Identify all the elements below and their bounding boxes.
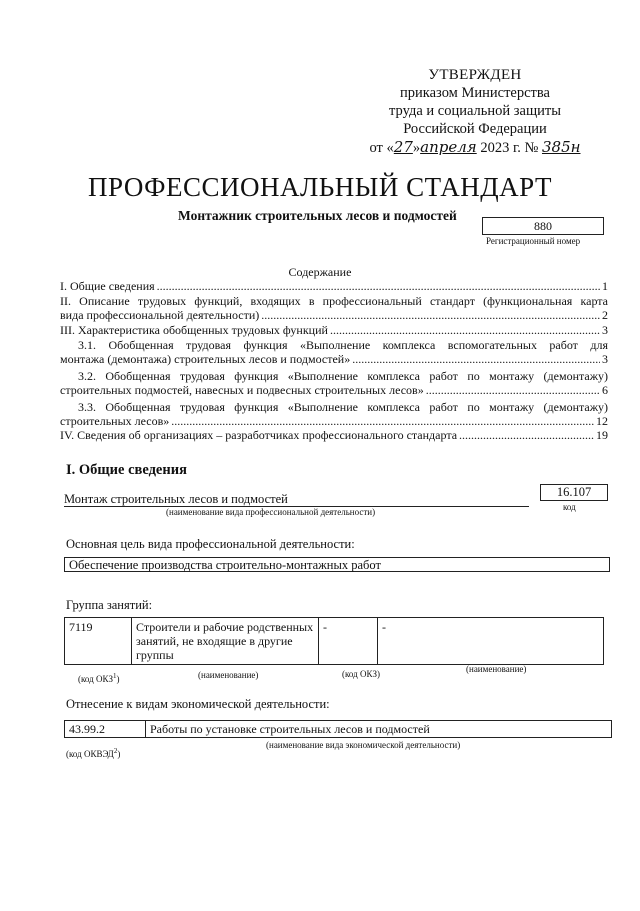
activity-code-box	[540, 484, 608, 501]
code-caption: код	[563, 502, 576, 512]
table-row	[65, 618, 604, 665]
registration-number: 880	[482, 217, 604, 235]
table-row	[65, 721, 612, 738]
page-title: ПРОФЕССИОНАЛЬНЫЙ СТАНДАРТ	[87, 172, 553, 202]
goal-box	[64, 557, 610, 572]
date-month: апреля	[420, 138, 477, 156]
approval-line-2: труда и социальной защиты	[389, 103, 561, 119]
date-day: 27	[393, 138, 413, 156]
toc-item-4[interactable]	[60, 428, 608, 442]
toc-item-3-2[interactable]	[78, 369, 608, 383]
toc-item-3-1-cont[interactable]	[60, 352, 608, 366]
toc-item-3[interactable]	[60, 323, 608, 337]
approval-block	[360, 66, 590, 157]
okz-name-1: Строители и рабочие родственных занятий, не входящие в другие группы	[132, 618, 319, 665]
okved-name: Работы по установке строительных лесов и подмостей	[146, 721, 612, 738]
okz-code-1: 7119	[65, 618, 132, 665]
toc-item-text: строительных лесов»	[60, 414, 170, 428]
toc-page-number: 2	[602, 308, 608, 322]
approval-line-1: приказом Министерства	[400, 85, 550, 101]
date-year: 2023 г. №	[480, 140, 539, 156]
okz-caption-2: (код ОКЗ)	[342, 669, 380, 679]
order-number: 385н	[541, 138, 581, 156]
approval-date	[360, 138, 590, 157]
toc-page-number: 19	[596, 428, 608, 442]
okz-caption-1: (код ОКЗ$^1$)	[78, 672, 120, 684]
name-caption-2: (наименование)	[466, 664, 527, 674]
activity-name-field	[64, 492, 529, 507]
activity-code: 16.107	[556, 485, 592, 499]
toc-item-3-3[interactable]	[78, 400, 608, 414]
toc-item-text: 3.1. Обобщенная трудовая функция «Выполнение комплекса вспомогательных работ для	[78, 338, 608, 352]
toc-page-number: 6	[602, 383, 608, 397]
toc-item-text: I. Общие сведения	[60, 279, 155, 293]
okz-code-2: -	[319, 618, 378, 665]
occupation-table	[64, 617, 604, 665]
toc-page-number: 1	[602, 279, 608, 293]
okz-name-2: -	[378, 618, 604, 665]
registration-label: Регистрационный номер	[486, 236, 581, 246]
toc-item-text: III. Характеристика обобщенных трудовых функций	[60, 323, 328, 337]
name-caption-1: (наименование)	[198, 670, 259, 680]
okved-caption-code: (код ОКВЭД$^2$)	[66, 747, 121, 759]
economic-label: Отнесение к видам экономической деятельности:	[66, 697, 330, 711]
activity-caption: (наименование вида профессиональной деятельности)	[166, 507, 376, 517]
goal-label: Основная цель вида профессиональной деятельности:	[66, 537, 355, 551]
toc-page-number: 3	[602, 352, 608, 366]
toc-item-text: 3.2. Обобщенная трудовая функция «Выполнение комплекса работ по монтажу (демонтажу)	[78, 369, 608, 383]
toc-item-3-3-cont[interactable]	[60, 414, 608, 428]
section-heading: I. Общие сведения	[66, 462, 187, 478]
activity-name: Монтаж строительных лесов и подмостей	[64, 492, 288, 506]
okved-table	[64, 720, 612, 738]
toc-item-2[interactable]	[60, 294, 608, 322]
toc-item-1[interactable]	[60, 279, 608, 293]
toc-item-3-2-cont[interactable]	[60, 383, 608, 397]
toc-page-number: 3	[602, 323, 608, 337]
date-mid: »	[412, 140, 421, 156]
toc-item-3-1[interactable]	[78, 338, 608, 352]
approval-title: УТВЕРЖДЕН	[428, 67, 522, 83]
okved-code: 43.99.2	[65, 721, 146, 738]
toc-item-text: 3.3. Обобщенная трудовая функция «Выполнение комплекса работ по монтажу (демонтажу)	[78, 400, 608, 414]
okved-caption-name: (наименование вида экономической деятельности)	[266, 740, 461, 750]
standard-name: Монтажник строительных лесов и подмостей	[178, 208, 457, 223]
toc-item-text: монтажа (демонтажа) строительных лесов и подмостей»	[60, 352, 351, 366]
toc-item-text: вида профессиональной деятельности)	[60, 308, 260, 322]
toc-page-number: 12	[596, 414, 608, 428]
group-label: Группа занятий:	[66, 598, 153, 612]
goal-value: Обеспечение производства строительно-монтажных работ	[69, 558, 381, 572]
toc-item-text: IV. Сведения об организациях – разработчиках профессионального стандарта	[60, 428, 458, 442]
toc-item-text: строительных подмостей, навесных и подвесных строительных лесов»	[60, 383, 424, 397]
toc-heading: Содержание	[288, 265, 352, 279]
approval-line-3: Российской Федерации	[403, 121, 547, 137]
toc-item-text: II. Описание трудовых функций, входящих в профессиональный стандарт (функциональная карта	[60, 294, 608, 308]
date-prefix: от «	[369, 140, 394, 156]
